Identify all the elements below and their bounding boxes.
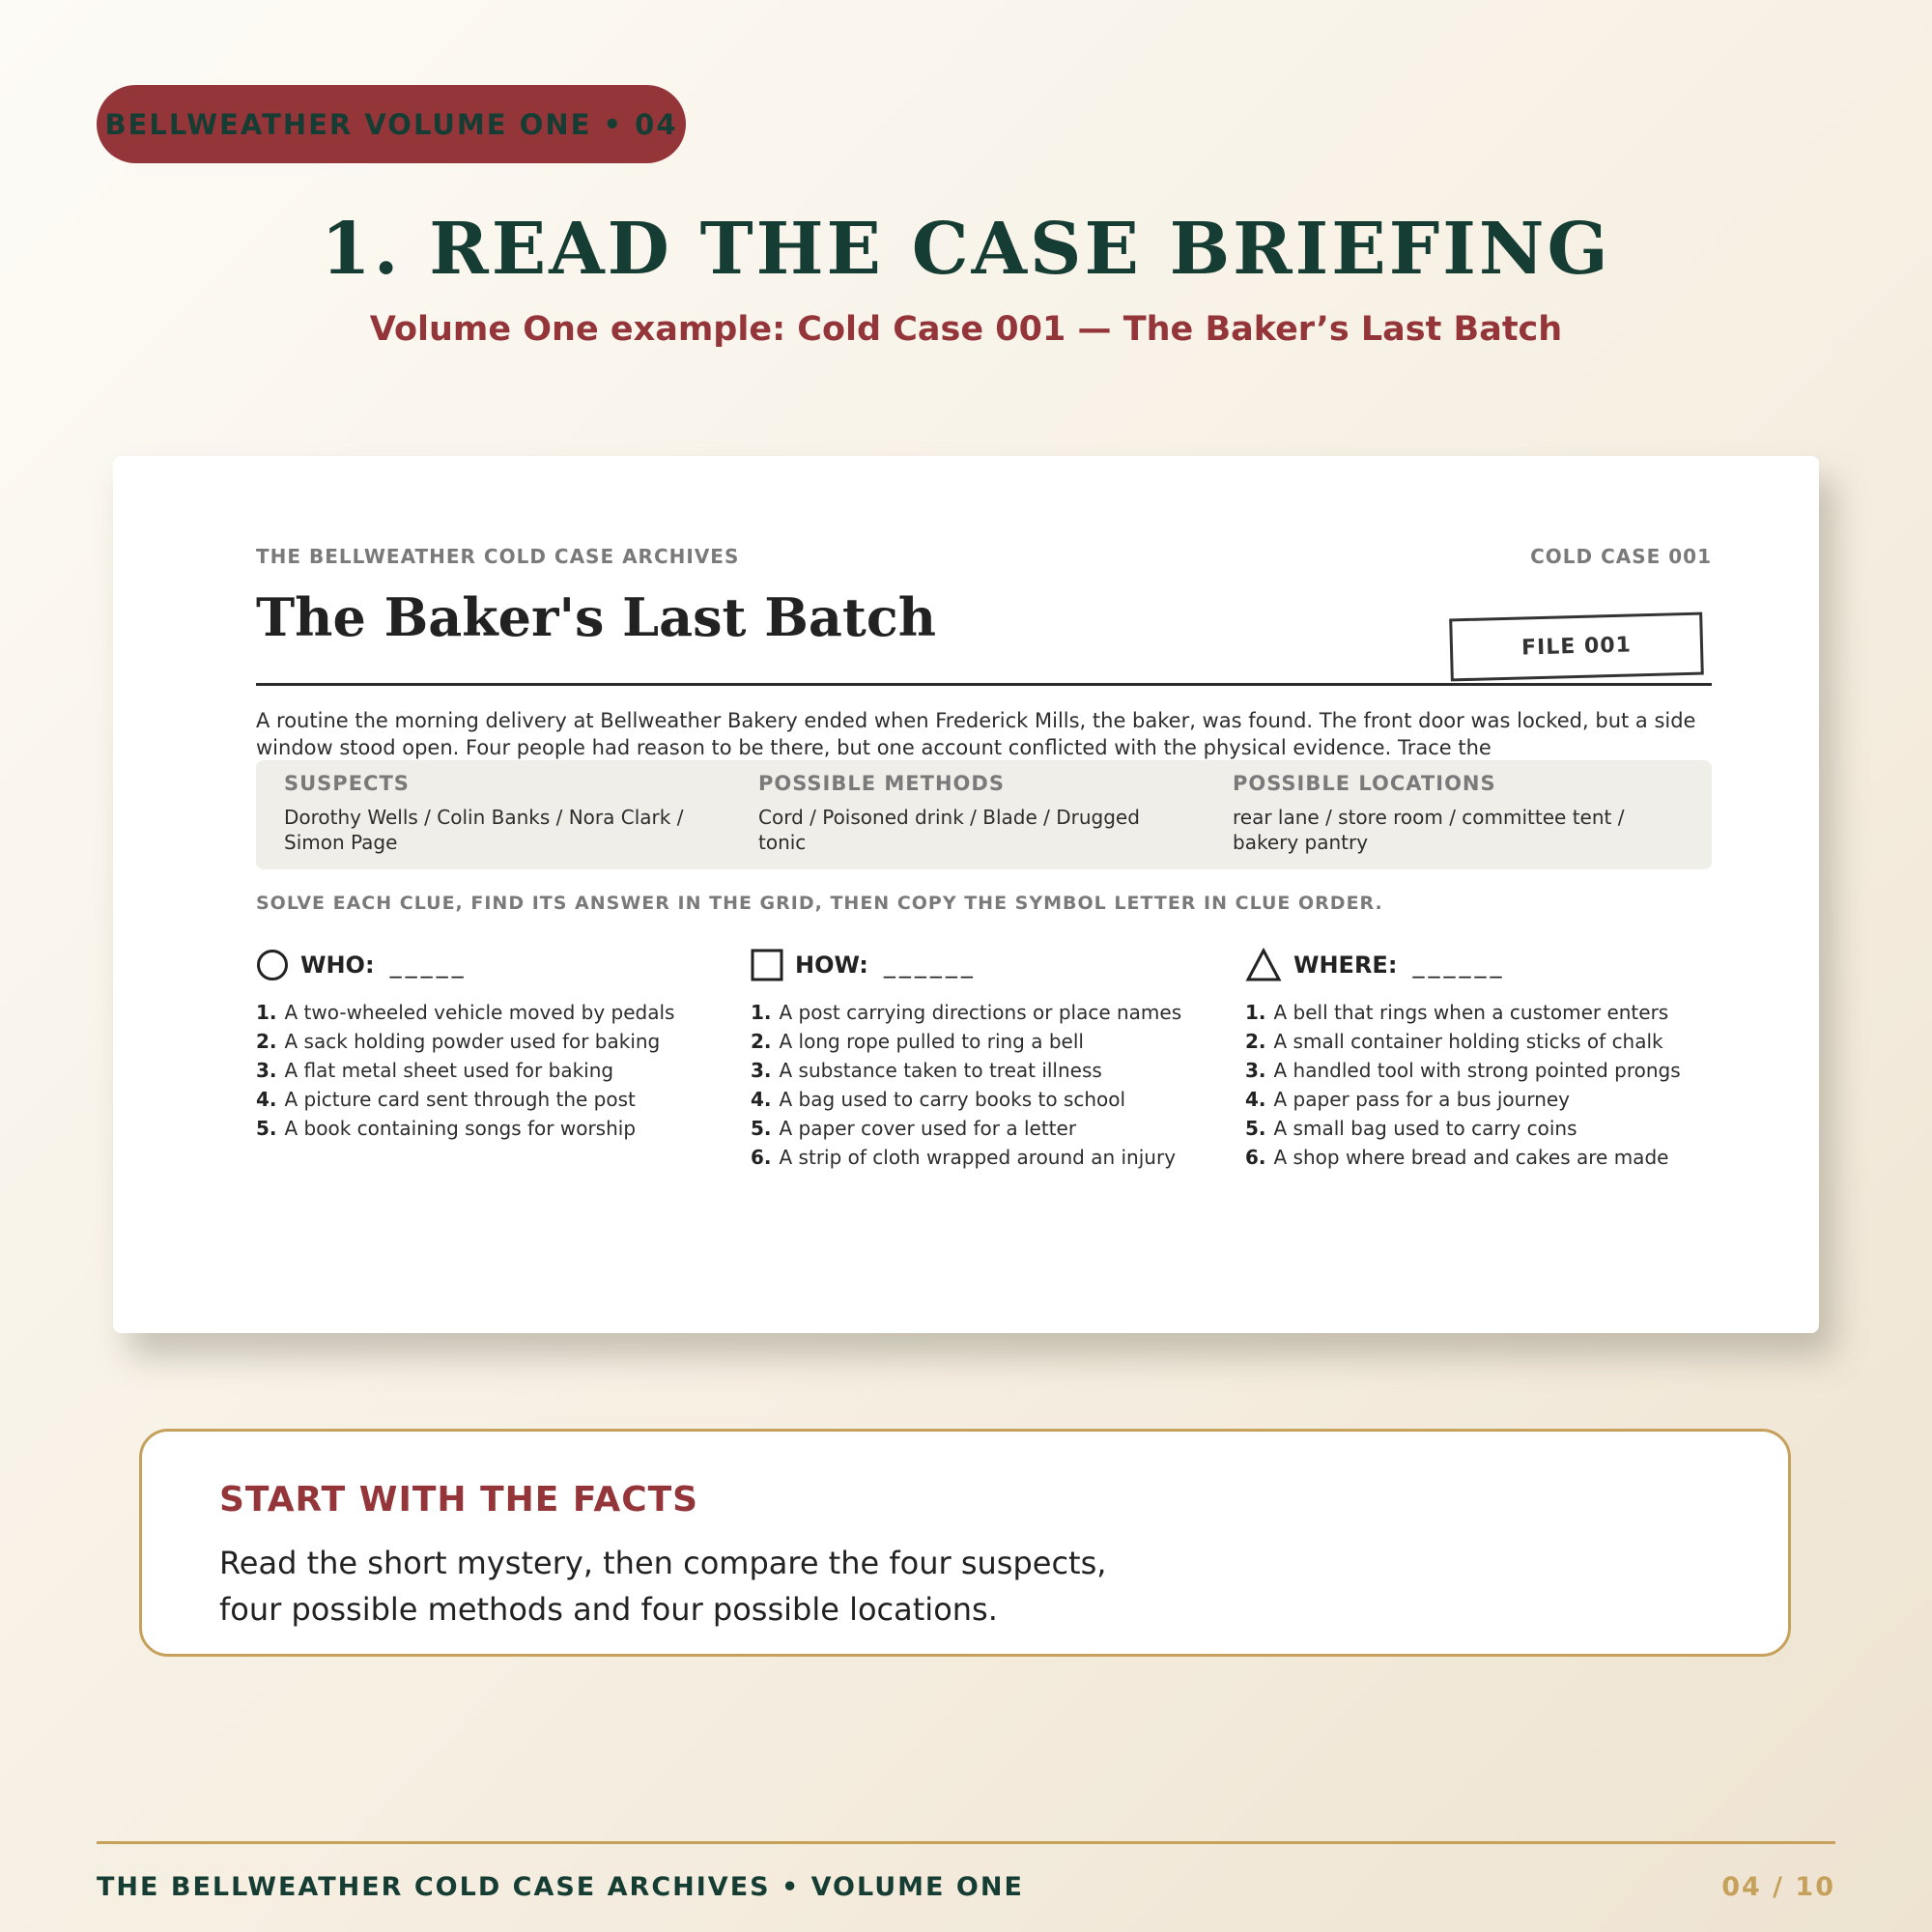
suspects-heading: SUSPECTS: [284, 772, 410, 795]
where-answer-blank: ______: [1412, 952, 1506, 979]
who-label: WHO:: [300, 952, 375, 979]
archive-label: THE BELLWEATHER COLD CASE ARCHIVES: [256, 545, 740, 568]
file-stamp: FILE 001: [1449, 612, 1704, 682]
list-item: 5. A paper cover used for a letter: [751, 1117, 1077, 1140]
facts-text-line2: four possible methods and four possible locations.: [219, 1591, 998, 1628]
page-number: 04 / 10: [1721, 1872, 1835, 1902]
locations-list: rear lane / store room / committee tent / bakery pantry: [1233, 806, 1625, 854]
list-item: 5. A book containing songs for worship: [256, 1117, 637, 1140]
circle-icon: [256, 949, 289, 981]
page-subheading: Volume One example: Cold Case 001 — The Baker’s Last Batch: [369, 310, 1563, 349]
case-title: The Baker's Last Batch: [256, 586, 937, 648]
list-item: 3. A handled tool with strong pointed prongs: [1245, 1059, 1681, 1082]
where-label: WHERE:: [1293, 952, 1398, 979]
square-icon: [751, 949, 783, 981]
list-item: 2. A long rope pulled to ring a bell: [751, 1030, 1084, 1053]
options-panel: [256, 760, 1712, 869]
how-clue-list: [751, 998, 1234, 1172]
triangle-icon: [1245, 948, 1282, 982]
list-item: 4. A picture card sent through the post: [256, 1088, 636, 1111]
locations-heading: POSSIBLE LOCATIONS: [1233, 772, 1496, 795]
list-item: 2. A small container holding sticks of chalk: [1245, 1030, 1663, 1053]
solve-instruction: SOLVE EACH CLUE, FIND ITS ANSWER IN THE GRID, THEN COPY THE SYMBOL LETTER IN CLUE ORDER.: [256, 893, 1383, 914]
case-intro: A routine the morning delivery at Bellweather Bakery ended when Frederick Mills, the baker, was found. The front door was locked, but a side window stood open. Four people had reason to be there, but one account conflicted with the physical evidence. Trace the: [256, 709, 1696, 759]
case-number-label: COLD CASE 001: [1530, 545, 1712, 568]
list-item: 4. A paper pass for a bus journey: [1245, 1088, 1571, 1111]
case-briefing-card: [113, 456, 1819, 1333]
list-item: 5. A small bag used to carry coins: [1245, 1117, 1577, 1140]
where-clue-list: [1245, 998, 1728, 1172]
where-clue-group: [1245, 946, 1728, 1172]
list-item: 1. A bell that rings when a customer enters: [1245, 1001, 1669, 1024]
list-item: 1. A two-wheeled vehicle moved by pedals: [256, 1001, 675, 1024]
who-clue-list: [256, 998, 739, 1143]
facts-text-line1: Read the short mystery, then compare the four suspects,: [219, 1545, 1107, 1581]
who-clue-group: [256, 946, 739, 1143]
title-divider: [256, 683, 1712, 686]
suspects-column: [284, 772, 719, 855]
footer-divider: [97, 1841, 1835, 1844]
how-label: HOW:: [795, 952, 868, 979]
volume-badge: BELLWEATHER VOLUME ONE • 04: [97, 85, 686, 163]
who-answer-blank: _____: [389, 952, 468, 979]
list-item: 3. A flat metal sheet used for baking: [256, 1059, 614, 1082]
facts-callout: [139, 1429, 1791, 1657]
list-item: 1. A post carrying directions or place names: [751, 1001, 1182, 1024]
methods-heading: POSSIBLE METHODS: [758, 772, 1005, 795]
how-answer-blank: ______: [883, 952, 977, 979]
list-item: 4. A bag used to carry books to school: [751, 1088, 1126, 1111]
list-item: 2. A sack holding powder used for baking: [256, 1030, 661, 1053]
how-clue-group: [751, 946, 1234, 1172]
page-heading: 1. READ THE CASE BRIEFING: [321, 208, 1611, 291]
methods-column: [758, 772, 1193, 855]
locations-column: [1233, 772, 1667, 855]
list-item: 6. A shop where bread and cakes are made: [1245, 1146, 1669, 1169]
facts-text: [219, 1540, 1166, 1633]
list-item: 6. A strip of cloth wrapped around an injury: [751, 1146, 1177, 1169]
facts-title: START WITH THE FACTS: [219, 1480, 699, 1520]
suspects-list: Dorothy Wells / Colin Banks / Nora Clark / Simon Page: [284, 806, 684, 854]
methods-list: Cord / Poisoned drink / Blade / Drugged tonic: [758, 806, 1140, 854]
list-item: 3. A substance taken to treat illness: [751, 1059, 1102, 1082]
footer-series-title: THE BELLWEATHER COLD CASE ARCHIVES • VOLUME ONE: [97, 1872, 1024, 1902]
